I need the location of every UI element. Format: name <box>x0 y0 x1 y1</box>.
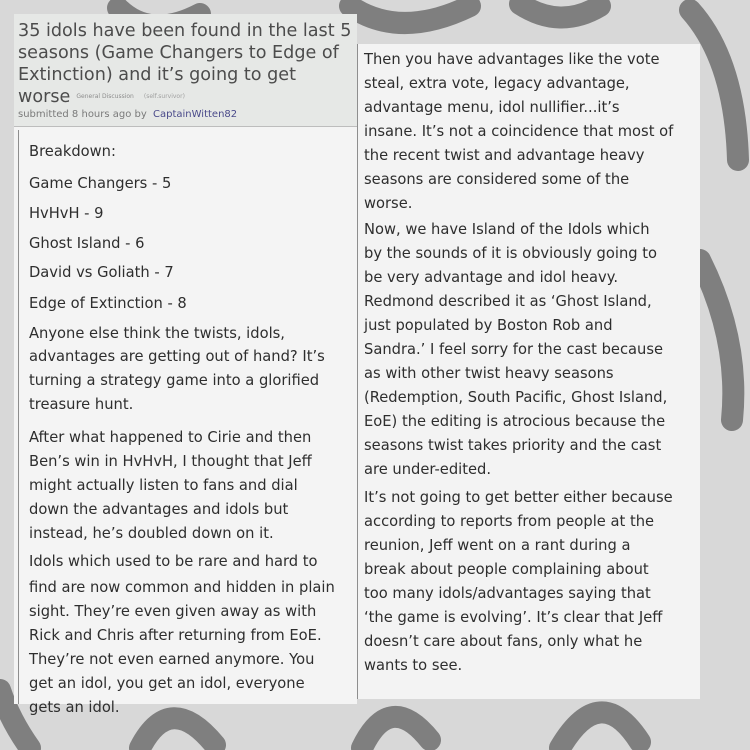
paragraph-line: according to reports from people at the <box>364 513 655 530</box>
paragraph-line: Idols which used to be rare and hard to <box>29 553 318 570</box>
paragraph-line: seasons twist takes priority and the cast <box>364 437 662 454</box>
left-post-body <box>18 130 354 716</box>
paragraph-line: get an idol, you get an idol, everyone <box>29 675 305 692</box>
paragraph-line: After what happened to Cirie and then <box>29 429 312 446</box>
post-header <box>14 14 357 127</box>
paragraph-line: might actually listen to fans and dial <box>29 477 298 494</box>
post-meta <box>18 109 237 120</box>
author-link[interactable]: CaptainWitten82 <box>153 109 238 120</box>
left-screenshot-panel <box>14 14 357 716</box>
post-self-tag[interactable]: (self.survivor) <box>143 93 185 100</box>
post-title[interactable] <box>18 20 356 108</box>
paragraph-line: worse. <box>364 195 413 212</box>
paragraph-line: insane. It’s not a coincidence that most of <box>364 123 674 140</box>
paragraph-line: be very advantage and idol heavy. <box>364 269 619 286</box>
right-screenshot-panel <box>357 44 700 699</box>
paragraph-line: reunion, Jeff went on a rant during a <box>364 537 631 554</box>
paragraph-line: gets an idol. <box>29 699 120 716</box>
paragraph-line: advantage menu, idol nullifier...it’s <box>364 99 620 116</box>
paragraph-line: They’re not even earned anymore. You <box>29 651 315 668</box>
paragraph-line: by the sounds of it is obviously going to <box>364 245 657 262</box>
paragraph-line: Then you have advantages like the vote <box>364 51 660 68</box>
breakdown-label: Breakdown: <box>29 143 116 160</box>
submitted-text: submitted 8 hours ago by <box>18 109 147 120</box>
paragraph-line: too many idols/advantages saying that <box>364 585 651 602</box>
post-flair[interactable]: General Discussion <box>76 93 134 100</box>
paragraph-line: wants to see. <box>364 657 463 674</box>
paragraph-line: Sandra.’ I feel sorry for the cast because <box>364 341 664 358</box>
paragraph-line: down the advantages and idols but <box>29 501 289 518</box>
paragraph-line: just populated by Boston Rob and <box>364 317 613 334</box>
paragraph-line: seasons are considered some of the <box>364 171 630 188</box>
paragraph-line: as with other twist heavy seasons <box>364 365 614 382</box>
paragraph-line: treasure hunt. <box>29 396 134 413</box>
post-title-text[interactable]: 35 idols have been found in the last 5 seasons (Game Changers to Edge of Extinction) and it’s going to get worse <box>18 21 352 107</box>
paragraph-line: Anyone else think the twists, idols, <box>29 325 285 342</box>
paragraph-line: the recent twist and advantage heavy <box>364 147 645 164</box>
paragraph-line: Ben’s win in HvHvH, I thought that Jeff <box>29 453 312 470</box>
paragraph-line: Rick and Chris after returning from EoE. <box>29 627 322 644</box>
breakdown-item: HvHvH - 9 <box>29 205 104 222</box>
paragraph-line: break about people complaining about <box>364 561 649 578</box>
paragraph-line: doesn’t care about fans, only what he <box>364 633 643 650</box>
paragraph-line: turning a strategy game into a glorified <box>29 372 320 389</box>
breakdown-item: Game Changers - 5 <box>29 175 172 192</box>
breakdown-item: David vs Goliath - 7 <box>29 264 174 281</box>
paragraph-line: instead, he’s doubled down on it. <box>29 525 274 542</box>
paragraph-line: ‘the game is evolving’. It’s clear that Jeff <box>364 609 663 626</box>
paragraph-line: EoE) the editing is atrocious because the <box>364 413 666 430</box>
paragraph-line: steal, extra vote, legacy advantage, <box>364 75 630 92</box>
paragraph-line: advantages are getting out of hand? It’s <box>29 348 325 365</box>
breakdown-item: Ghost Island - 6 <box>29 235 145 252</box>
paragraph-line: Now, we have Island of the Idols which <box>364 221 650 238</box>
breakdown-item: Edge of Extinction - 8 <box>29 295 187 312</box>
paragraph-line: Redmond described it as ‘Ghost Island, <box>364 293 652 310</box>
paragraph-line: find are now common and hidden in plain <box>29 579 335 596</box>
paragraph-line: sight. They’re even given away as with <box>29 603 317 620</box>
paragraph-line: It’s not going to get better either because <box>364 489 673 506</box>
paragraph-line: (Redemption, South Pacific, Ghost Island, <box>364 389 668 406</box>
paragraph-line: are under-edited. <box>364 461 492 478</box>
